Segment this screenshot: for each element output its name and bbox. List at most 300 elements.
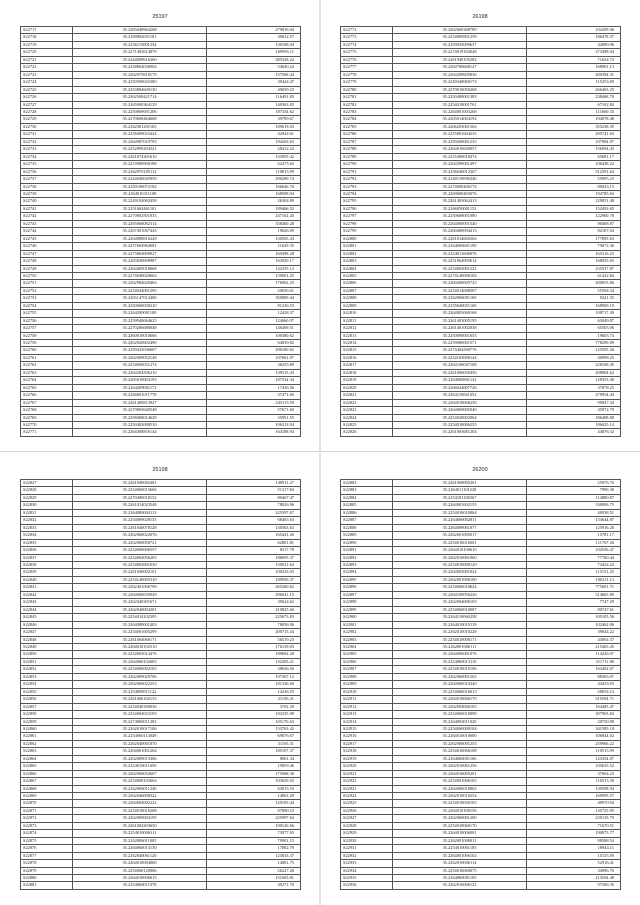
row-id: S22839	[21, 569, 73, 576]
page-3	[10, 453, 310, 905]
row-value: 43064.37	[527, 636, 621, 643]
row-coordinate: 35.2262010061060	[393, 554, 527, 561]
table-row	[21, 763, 301, 770]
page-gutter	[319, 0, 321, 451]
row-value: 110815.99	[207, 168, 301, 175]
row-coordinate: 35.2251604461101	[73, 205, 207, 212]
row-id: S22809	[341, 302, 393, 309]
table-row	[21, 347, 301, 354]
row-value: 18944.11	[527, 845, 621, 852]
table-row	[21, 755, 301, 762]
table-row	[341, 547, 621, 554]
row-value: 98588.54	[527, 837, 621, 844]
row-id: S22935	[341, 875, 393, 882]
row-id: S22744	[21, 228, 73, 235]
row-coordinate: 35.2264006002811	[393, 517, 527, 524]
row-id: S22750	[21, 272, 73, 279]
table-row	[341, 332, 621, 339]
page-4	[330, 453, 630, 905]
row-id: S22828	[21, 487, 73, 494]
table-row	[21, 332, 301, 339]
table-row	[21, 852, 301, 859]
row-id: S22855	[21, 688, 73, 695]
row-coordinate: 35.2254020002064	[393, 414, 527, 421]
row-value: 17436.56	[207, 384, 301, 391]
row-id: S22898	[341, 599, 393, 606]
row-id: S22899	[341, 606, 393, 613]
row-coordinate: 35.2261014600264	[393, 235, 527, 242]
row-coordinate: 35.2264987019793	[73, 138, 207, 145]
row-id: S22798	[341, 220, 393, 227]
data-table	[20, 26, 301, 437]
row-coordinate: 35.2264000601190	[393, 243, 527, 250]
row-coordinate: 35.2254010016208	[73, 807, 207, 814]
row-value: 65681.17	[527, 153, 621, 160]
row-value: 175068.30	[207, 770, 301, 777]
row-value: 152493.65	[527, 205, 621, 212]
table-row	[21, 302, 301, 309]
row-id: S22926	[341, 807, 393, 814]
row-id: S22829	[21, 494, 73, 501]
row-value: 190875.77	[527, 830, 621, 837]
row-id: S22818	[341, 369, 393, 376]
row-id: S22799	[341, 228, 393, 235]
row-value: 190126.66	[207, 822, 301, 829]
table-row	[341, 524, 621, 531]
table-row	[341, 673, 621, 680]
row-id: S22748	[21, 258, 73, 265]
row-coordinate: 35.2262001006111	[393, 643, 527, 650]
row-id: S22740	[21, 198, 73, 205]
row-value: 197367.12	[207, 673, 301, 680]
row-value: 385328.22	[207, 56, 301, 63]
row-value: 128353.40	[527, 377, 621, 384]
row-id: S22888	[341, 524, 393, 531]
row-value: 105105.56	[527, 614, 621, 621]
row-value: 177895.63	[527, 235, 621, 242]
row-coordinate: 35.2270002501835	[73, 213, 207, 220]
table-row	[21, 576, 301, 583]
row-id: S22918	[341, 748, 393, 755]
row-coordinate: 35.2254060015666	[73, 487, 207, 494]
row-id: S22924	[341, 793, 393, 800]
row-value: 185107.37	[207, 748, 301, 755]
row-value: 265260.62	[207, 584, 301, 591]
row-coordinate: 35.2261004066171	[73, 636, 207, 643]
row-coordinate: 35.2270003640548	[73, 407, 207, 414]
table-row	[341, 733, 621, 740]
row-value: 99847.34	[527, 399, 621, 406]
row-coordinate: 35.2261003681204	[393, 429, 527, 436]
row-id: S22821	[341, 392, 393, 399]
row-value: 166646.76	[207, 183, 301, 190]
row-coordinate: 35.2262001006100	[393, 576, 527, 583]
row-id: S22890	[341, 539, 393, 546]
row-id: S22929	[341, 830, 393, 837]
row-coordinate: 35.2269902051101	[73, 34, 207, 41]
row-id: S22931	[341, 845, 393, 852]
table-row	[341, 407, 621, 414]
table-row	[341, 852, 621, 859]
row-id: S22825	[341, 422, 393, 429]
row-coordinate: 35.2258409023424	[73, 131, 207, 138]
row-coordinate: 35.2262508421714	[73, 94, 207, 101]
row-id: S22914	[341, 718, 393, 725]
table-row	[21, 205, 301, 212]
row-coordinate: 35.2262970185112	[73, 168, 207, 175]
row-id: S22871	[21, 807, 73, 814]
row-value: 73977.65	[207, 830, 301, 837]
row-id: S22797	[341, 213, 393, 220]
table-row	[21, 807, 301, 814]
row-id: S22827	[21, 480, 73, 487]
row-id: S22903	[341, 636, 393, 643]
row-value: 198717.49	[527, 310, 621, 317]
row-id: S22874	[21, 830, 73, 837]
table-row	[341, 41, 621, 48]
row-coordinate: 35.2262060001202	[393, 673, 527, 680]
row-coordinate: 35.2264110060258	[393, 614, 527, 621]
row-coordinate: 35.2261403062413	[393, 198, 527, 205]
row-coordinate: 35.2262004006105	[393, 703, 527, 710]
row-id: S22854	[21, 681, 73, 688]
row-coordinate: 35.2264000001540	[393, 220, 527, 227]
row-id: S22878	[21, 860, 73, 867]
row-id: S22789	[341, 153, 393, 160]
row-id: S22805	[341, 272, 393, 279]
row-value: 7990.30	[527, 487, 621, 494]
row-value: 235537.87	[527, 265, 621, 272]
row-id: S22766	[21, 392, 73, 399]
table-row	[21, 487, 301, 494]
row-value: 775601.71	[527, 584, 621, 591]
row-coordinate: 35.2264390001497	[393, 161, 527, 168]
row-id: S22773	[341, 34, 393, 41]
row-id: S22925	[341, 800, 393, 807]
table-row	[21, 554, 301, 561]
row-id: S22858	[21, 711, 73, 718]
row-id: S22819	[341, 377, 393, 384]
table-row	[21, 688, 301, 695]
row-coordinate: 35.2255400018474	[393, 153, 527, 160]
row-value: 64039.82	[207, 340, 301, 347]
row-coordinate: 35.2254060000104	[393, 725, 527, 732]
row-id: S22841	[21, 584, 73, 591]
table-row	[341, 101, 621, 108]
row-coordinate: 35.2264408856144	[73, 429, 207, 436]
row-coordinate: 35.2264110061052	[393, 392, 527, 399]
row-value: 39444.47	[207, 79, 301, 86]
row-id: S22788	[341, 146, 393, 153]
row-id: S22848	[21, 636, 73, 643]
row-coordinate: 35.2262000050721	[73, 539, 207, 546]
table-row	[21, 34, 301, 41]
row-id: S22836	[21, 547, 73, 554]
row-coordinate: 35.2254010030105	[393, 800, 527, 807]
row-coordinate: 35.2254103006144	[393, 354, 527, 361]
table-row	[21, 830, 301, 837]
row-value: 123354.87	[527, 755, 621, 762]
row-coordinate: 35.2264010102510	[73, 643, 207, 650]
row-coordinate: 35.2264010010600	[393, 733, 527, 740]
table-row	[341, 740, 621, 747]
row-coordinate: 35.2254060013110	[393, 658, 527, 665]
table-row	[21, 250, 301, 257]
row-value: 51317.84	[207, 487, 301, 494]
table-row	[341, 487, 621, 494]
row-id: S22824	[341, 414, 393, 421]
row-value: 164485.47	[527, 703, 621, 710]
row-coordinate: 35.2270600464668	[73, 116, 207, 123]
row-id: S22864	[21, 755, 73, 762]
row-value: 169956.11	[207, 49, 301, 56]
row-value: 15155.59	[527, 852, 621, 859]
row-id: S22737	[21, 176, 73, 183]
row-coordinate: 35.2265147012406	[73, 295, 207, 302]
table-row	[21, 509, 301, 516]
row-id: S22835	[21, 539, 73, 546]
row-value: 49039.23	[207, 86, 301, 93]
row-value: 107661.07	[207, 354, 301, 361]
table-row	[341, 220, 621, 227]
row-value: 194263.63	[207, 138, 301, 145]
row-coordinate: 35.2262060032607	[73, 770, 207, 777]
table-row	[21, 882, 301, 889]
row-id: S22778	[341, 71, 393, 78]
row-coordinate: 35.2261004203650	[73, 822, 207, 829]
row-value: 14061.29	[207, 793, 301, 800]
row-id: S22734	[21, 153, 73, 160]
row-id: S22921	[341, 770, 393, 777]
table-row	[21, 502, 301, 509]
table-row	[21, 547, 301, 554]
table-row	[341, 785, 621, 792]
row-id: S22783	[341, 108, 393, 115]
row-value: 341585.18	[527, 725, 621, 732]
table-row	[341, 845, 621, 852]
row-value: 151605.81	[207, 875, 301, 882]
row-value: 97206.35	[527, 882, 621, 889]
table-row	[341, 56, 621, 63]
page-title: 25197	[152, 14, 168, 20]
row-id: S22765	[21, 384, 73, 391]
row-id: S22837	[21, 554, 73, 561]
row-value: 52916.41	[527, 860, 621, 867]
table-row	[341, 696, 621, 703]
row-coordinate: 35.2264209605836	[393, 71, 527, 78]
row-value: 312591.63	[527, 168, 621, 175]
row-id: S22791	[341, 168, 393, 175]
row-id: S22722	[21, 64, 73, 71]
page-gutter	[319, 453, 321, 905]
row-coordinate: 35.2270010050268	[393, 86, 527, 93]
table-row	[341, 123, 621, 130]
row-value: 157568.44	[207, 71, 301, 78]
row-value: 187334.62	[207, 108, 301, 115]
row-value: 88363.07	[527, 673, 621, 680]
row-coordinate: 35.2258864036904	[73, 64, 207, 71]
row-coordinate: 35.2259080001571	[393, 340, 527, 347]
row-value: 17882.79	[207, 845, 301, 852]
row-coordinate: 35.2262010061256	[393, 763, 527, 770]
row-id: S22782	[341, 101, 393, 108]
row-coordinate: 35.2264016005201	[393, 770, 527, 777]
table-row	[341, 198, 621, 205]
table-row	[21, 56, 301, 63]
table-row	[341, 725, 621, 732]
row-value: 307903.84	[527, 711, 621, 718]
row-id: S22846	[21, 621, 73, 628]
table-row	[21, 228, 301, 235]
row-coordinate: 35.2264006010002	[393, 785, 527, 792]
row-id: S22894	[341, 569, 393, 576]
row-value: 63049.87	[527, 317, 621, 324]
row-coordinate: 35.2262381201165	[73, 123, 207, 130]
table-row	[341, 569, 621, 576]
row-value: 34996.76	[527, 867, 621, 874]
row-value: 26227.26	[207, 867, 301, 874]
table-row	[21, 190, 301, 197]
row-coordinate: 35.2264080004113	[73, 509, 207, 516]
table-row	[21, 168, 301, 175]
row-value: 45972.79	[527, 407, 621, 414]
row-value: 9221.35	[527, 295, 621, 302]
row-id: S22897	[341, 591, 393, 598]
row-id: S22880	[21, 875, 73, 882]
row-coordinate: 35.2261401002038	[393, 325, 527, 332]
row-coordinate: 35.2244009616360	[73, 56, 207, 63]
table-row	[341, 584, 621, 591]
row-id: S22867	[21, 778, 73, 785]
row-coordinate: 35.2256040012367	[393, 168, 527, 175]
row-coordinate: 35.2262006011005	[73, 837, 207, 844]
row-value: 189956.37	[207, 576, 301, 583]
row-id: S22792	[341, 176, 393, 183]
row-coordinate: 35.2266001011778	[73, 392, 207, 399]
row-coordinate: 35.2254060010087	[393, 606, 527, 613]
table-row	[21, 711, 301, 718]
row-coordinate: 35.2264060102605	[73, 658, 207, 665]
row-id: S22908	[341, 673, 393, 680]
row-value: 55995.23	[527, 176, 621, 183]
row-value: 200053.86	[527, 280, 621, 287]
table-row	[21, 64, 301, 71]
row-id: S22826	[341, 429, 393, 436]
row-value: 110513.39	[527, 778, 621, 785]
table-row	[21, 86, 301, 93]
row-id: S22753	[21, 295, 73, 302]
row-value: 31165.31	[207, 740, 301, 747]
table-row	[21, 793, 301, 800]
row-value: 65503.06	[527, 325, 621, 332]
row-id: S22758	[21, 332, 73, 339]
table-row	[341, 658, 621, 665]
row-value: 105635.52	[527, 763, 621, 770]
table-row	[341, 718, 621, 725]
row-coordinate: 35.2254014008507	[393, 287, 527, 294]
row-coordinate: 35.2261040002101	[73, 569, 207, 576]
table-row	[341, 591, 621, 598]
spread-bottom	[0, 453, 640, 905]
table-row	[341, 651, 621, 658]
row-id: S22802	[341, 250, 393, 257]
row-value: 213594.48	[527, 875, 621, 882]
row-value: 229051.48	[527, 198, 621, 205]
table-row	[341, 265, 621, 272]
row-value: 62801.81	[207, 539, 301, 546]
row-coordinate: 35.2256113001234	[73, 41, 207, 48]
row-id: S22817	[341, 362, 393, 369]
row-id: S22776	[341, 56, 393, 63]
table-row	[21, 220, 301, 227]
row-id: S22729	[21, 116, 73, 123]
row-coordinate: 35.2264010100156	[393, 807, 527, 814]
row-coordinate: 35.2266024007726	[393, 384, 527, 391]
row-id: S22869	[21, 793, 73, 800]
table-row	[341, 205, 621, 212]
table-row	[21, 101, 301, 108]
row-value: 778299.09	[527, 340, 621, 347]
row-coordinate: 35.2265010003193	[73, 377, 207, 384]
table-row	[21, 138, 301, 145]
row-id: S22862	[21, 740, 73, 747]
row-id: S22885	[341, 502, 393, 509]
table-row	[21, 770, 301, 777]
table-row	[21, 272, 301, 279]
row-id: S22763	[21, 369, 73, 376]
row-coordinate: 35.2262060022253	[73, 681, 207, 688]
table-row	[21, 369, 301, 376]
row-coordinate: 35.2270206680048	[73, 325, 207, 332]
row-id: S22724	[21, 79, 73, 86]
row-value: 186408.88	[527, 414, 621, 421]
data-table	[20, 479, 301, 890]
table-row	[21, 636, 301, 643]
row-value: 186025.14	[527, 422, 621, 429]
row-value: 49271.70	[207, 882, 301, 889]
row-coordinate: 35.2269000403076	[393, 190, 527, 197]
row-id: S22909	[341, 681, 393, 688]
row-value: 39789.67	[207, 116, 301, 123]
row-coordinate: 35.2250260001233	[393, 138, 527, 145]
row-value: 42944.61	[207, 131, 301, 138]
row-id: S22806	[341, 280, 393, 287]
row-value: 168508.94	[207, 190, 301, 197]
row-id: S22801	[341, 243, 393, 250]
table-row	[21, 325, 301, 332]
row-id: S22881	[21, 882, 73, 889]
row-id: S22891	[341, 547, 393, 554]
table-row	[341, 688, 621, 695]
table-row	[341, 138, 621, 145]
table-row	[21, 377, 301, 384]
row-id: S22842	[21, 591, 73, 598]
table-row	[21, 183, 301, 190]
table-row	[341, 190, 621, 197]
row-id: S22919	[341, 755, 393, 762]
row-id: S22895	[341, 576, 393, 583]
table-row	[341, 837, 621, 844]
row-coordinate: 35.2260400005723	[393, 280, 527, 287]
row-id: S22738	[21, 183, 73, 190]
row-coordinate: 35.2254001006105	[393, 778, 527, 785]
row-id: S22813	[341, 332, 393, 339]
row-value: 142355.13	[207, 265, 301, 272]
row-coordinate: 35.2262006011240	[73, 785, 207, 792]
row-value: 208904.62	[527, 369, 621, 376]
row-value: 19859.46	[207, 763, 301, 770]
row-coordinate: 35.2264080001403	[73, 621, 207, 628]
